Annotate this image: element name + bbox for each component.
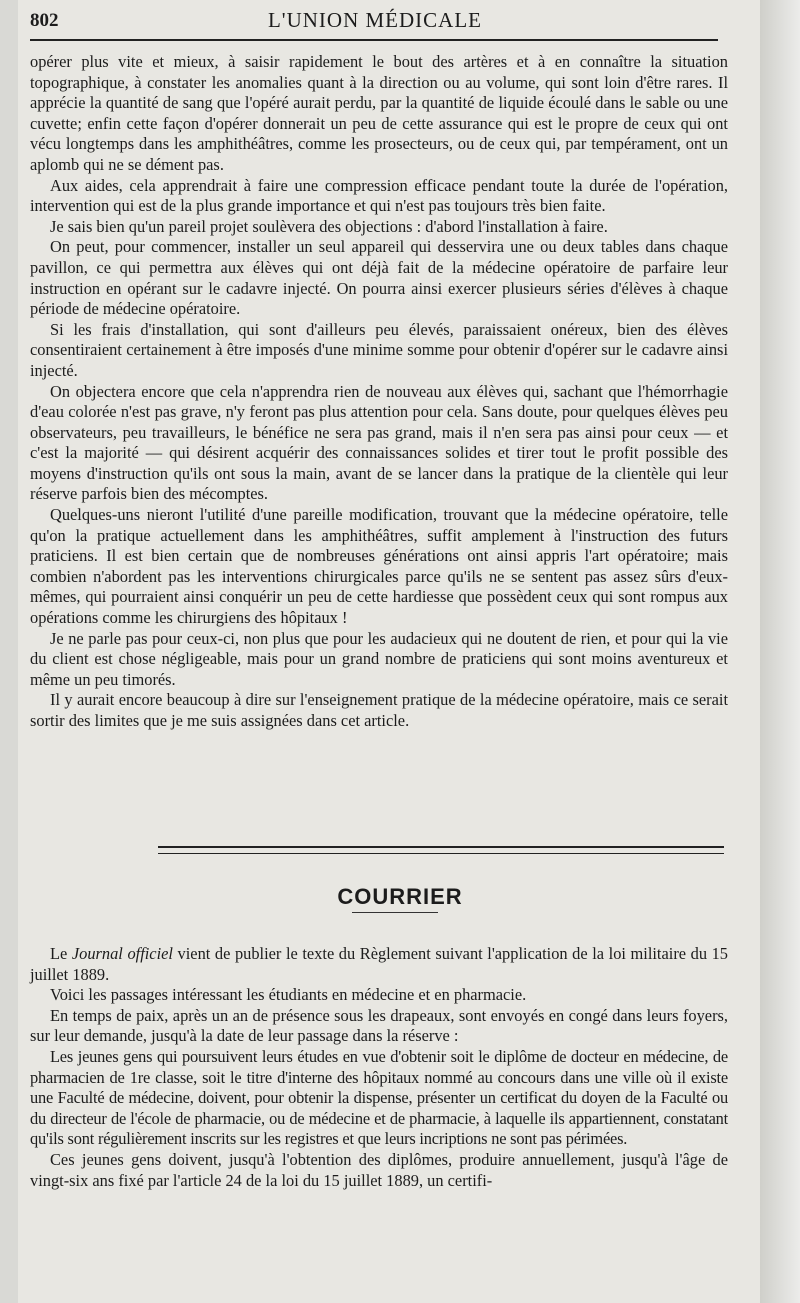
courrier-paragraph: [30, 944, 728, 985]
courrier-paragraph: En temps de paix, après un an de présence sous les drapeaux, sont envoyés en congé dans leurs foyers, sur leur demande, jusqu'à la date de leur passage dans la réserve :: [30, 1005, 728, 1046]
article-paragraph: Si les frais d'installation, qui sont d'ailleurs peu élevés, paraissaient onéreux, bien des élèves consentiraient certainement à être imposés d'une minime somme pour obtenir d'opérer sur le cadavre ainsi injecté.: [30, 319, 728, 380]
article-paragraph: Je ne parle pas pour ceux-ci, non plus que pour les audacieux qui ne doutent de rien, et pour qui la vie du client est chose négligeable, mais pour un grand nombre de praticiens qui sont moins aventureux et même un peu timorés.: [30, 628, 728, 689]
article-paragraph: On objectera encore que cela n'apprendra rien de nouveau aux élèves qui, sachant que l'hémorrhagie d'eau colorée n'est pas grave, n'y feront pas plus attention pour cela. Sans doute, pour quelques élèves peu observateurs, peu travailleurs, le bénéfice ne sera pas grand, mais il n'en sera pas ainsi pour ceux — et c'est la majorité — qui désirent acquérir des connaissances solides et tirer tout le profit possible des moyens d'instruction qu'ils ont sous la main, avant de se lancer dans la pratique de la clientèle qui leur réserve parfois bien des mécomptes.: [30, 381, 728, 504]
article-paragraph: Quelques-uns nieront l'utilité d'une pareille modification, trouvant que la médecine opératoire, telle qu'on la pratique actuellement dans les amphithéâtres, suffit amplement à l'instruction des futurs praticiens. Il est bien certain que de nombreuses générations ont ainsi appris l'art opératoire; mais combien n'abordent pas les interventions chirurgicales parce qu'ils ne se sentent pas assez sûrs d'eux-mêmes, qui pourraient ainsi conquérir un peu de cette hardiesse que possèdent ceux qui sont rompus aux opérations comme les chirurgiens des hôpitaux !: [30, 505, 728, 628]
courrier-paragraph: Les jeunes gens qui poursuivent leurs études en vue d'obtenir soit le diplôme de docteur en médecine, de pharmacien de 1re classe, soit le titre d'interne des hôpitaux nommé au concours dans une ville où il existe une Faculté de médecine, doivent, pour obtenir la dispense, présenter un certificat du doyen de la Faculté ou du directeur de l'école de pharmacie, ou de médecine et de pharmacie, à laquelle ils appartiennent, constatant qu'ils sont régulièrement inscrits sur les registres et que leurs incriptions ne sont pas périmées.: [30, 1046, 728, 1149]
courrier-paragraph: Ces jeunes gens doivent, jusqu'à l'obtention des diplômes, produire annuellement, jusqu'à l'âge de vingt-six ans fixé par l'article 24 de la loi du 15 juillet 1889, un certifi-: [30, 1149, 728, 1190]
page-number: 802: [30, 10, 59, 31]
running-title: L'UNION MÉDICALE: [267, 8, 482, 32]
article-paragraph: On peut, pour commencer, installer un seul appareil qui desservira une ou deux tables dans chaque pavillon, ce qui permettra aux élèves qui ont déjà fait de la médecine opératoire de parfaire leur instruction en opérant sur le cadavre injecté. On pourra ainsi exercer plusieurs séries d'élèves à chaque période de médecine opératoire.: [30, 237, 728, 319]
journal-title: Journal officiel: [71, 944, 173, 963]
article-paragraph: Aux aides, cela apprendrait à faire une compression efficace pendant toute la durée de l'opération, intervention qui est de la plus grande importance et qui n'est pas toujours très bien faite.: [30, 175, 728, 216]
page-header: [30, 4, 720, 34]
article-paragraph: opérer plus vite et mieux, à saisir rapidement le bout des artères et à en connaître la situation topographique, à constater les anomalies quant à la direction ou au volume, qui sont loin d'être rares. Il apprécie la quantité de sang que l'opéré aurait perdu, par la quantité de liquide écoulé dans le sable ou une cuvette; enfin cette façon d'opérer donnerait un peu de cette assurance qui est le propre de ceux qui ont vécu longtemps dans les amphithéâtres, comme les prosecteurs, ou de ceux qui, par tempérament, ont un aplomb qui ne se dément pas.: [30, 52, 728, 174]
courrier-text: vient de publier le texte du Règlement suivant l'application de la loi militaire du 15 juillet 1889.: [30, 944, 728, 984]
article-paragraph: Il y aurait encore beaucoup à dire sur l'enseignement pratique de la médecine opératoire, mais ce serait sortir des limites que je me suis assignées dans cet article.: [30, 690, 728, 730]
courrier-body: [30, 944, 728, 1191]
section-separator: [158, 846, 724, 854]
article-body: [30, 52, 728, 732]
page-edge-shadow: [760, 0, 800, 1303]
article-paragraph: Je sais bien qu'un pareil projet soulèvera des objections : d'abord l'installation à faire.: [50, 216, 608, 236]
header-rule: [30, 39, 718, 41]
title-underline: [352, 912, 438, 913]
section-title: COURRIER: [337, 884, 463, 909]
courrier-paragraph: Voici les passages intéressant les étudiants en médecine et en pharmacie.: [50, 985, 527, 1005]
courrier-text: Le: [50, 944, 72, 963]
